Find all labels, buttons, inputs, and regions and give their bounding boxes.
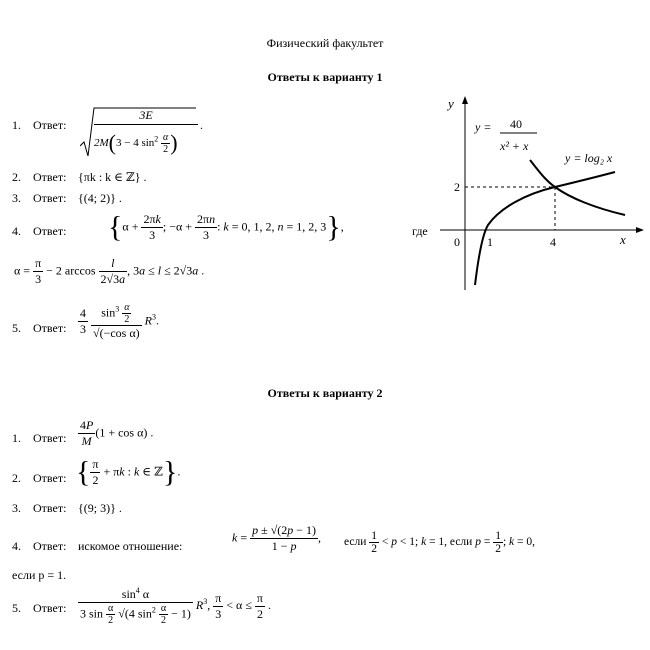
log-curve xyxy=(475,172,615,285)
v2-answer-4-conditions: если $\frac{1}{2}$ < p < 1; k = 1, если p = $\frac{1}{2}$ ; k = 0, xyxy=(344,530,535,555)
v2-answer-1-label: Ответ: xyxy=(33,431,67,445)
log-formula: y = log₂ x xyxy=(565,151,613,165)
v2-answer-5-label: Ответ: xyxy=(33,601,67,615)
answer-3-formula: {(4; 2)} . xyxy=(78,191,122,205)
answer-1-formula: 3E 2M(3 − 4 $\sin^2$ $\frac{\alpha}{2}$ ) . xyxy=(80,106,210,158)
y-axis-label: y xyxy=(448,96,454,111)
function-graph xyxy=(430,90,650,295)
answer-4-where: где xyxy=(412,224,428,238)
answer-1-denominator: 2M(3 − 4 $\sin^2$ $\frac{\alpha}{2}$ ) xyxy=(94,130,178,155)
v2-answer-2-num: 2. xyxy=(12,471,21,485)
variant2-title: Ответы к варианту 2 xyxy=(267,386,383,400)
hyperbola-formula-full: y = 40/(x² + x) xyxy=(430,90,436,91)
v2-answer-2-formula: { $\frac{\pi}{2}$ + πk : k ∈ ℤ}. xyxy=(76,455,181,489)
tick-x1: 1 xyxy=(487,235,493,249)
answer-3-num: 3. xyxy=(12,191,21,205)
faculty-title: Физический факультет xyxy=(266,36,384,50)
answer-2-label: Ответ: xyxy=(33,170,67,184)
y-axis-arrow xyxy=(462,96,468,104)
x-axis-label: x xyxy=(620,232,626,247)
answer-2-num: 2. xyxy=(12,170,21,184)
answer-4-num: 4. xyxy=(12,224,21,238)
v2-answer-3-formula: {(9; 3)} . xyxy=(78,501,122,515)
answer-4-formula: {α + $\frac{2\pi k}{3}$ ; −α + $\frac{2\pi n}{3}$ : k = 0, 1, 2, n = 1, 2, 3}, xyxy=(108,210,344,244)
hyperbola-formula-num: 40 xyxy=(510,117,522,131)
answer-2-formula: {πk : k ∈ ℤ} . xyxy=(78,170,147,184)
answer-4-alpha-def: α = $\frac{\pi}{3}$ − 2 arccos $\frac{l}{2√3a}$ , 3a ≤ l ≤ 2√3a . xyxy=(14,256,205,286)
answer-5-num: 5. xyxy=(12,321,21,335)
variant1-title: Ответы к варианту 1 xyxy=(267,70,383,84)
v2-answer-4-label: Ответ: xyxy=(33,539,67,553)
x-axis-arrow xyxy=(636,227,644,233)
answer-1-numerator: 3E xyxy=(139,108,153,122)
v2-answer-2-label: Ответ: xyxy=(33,471,67,485)
tick-x4: 4 xyxy=(550,235,556,249)
answer-3-label: Ответ: xyxy=(33,191,67,205)
v2-answer-4-num: 4. xyxy=(12,539,21,553)
v2-answer-1-num: 1. xyxy=(12,431,21,445)
v2-answer-5-num: 5. xyxy=(12,601,21,615)
tick-y2: 2 xyxy=(454,180,460,194)
v2-answer-4-cont: если p = 1. xyxy=(12,568,67,582)
v2-answer-3-num: 3. xyxy=(12,501,21,515)
v2-answer-1-formula: $\frac{4P}{M}$ (1 + cos α) . xyxy=(80,418,154,448)
v2-answer-5-formula: $\sin^4 \alpha$ 3 sin $\frac{\alpha}{2}$ √(4 $\sin^2$ $\frac{\alpha}{2}$ − 1) $R^3$, $\frac{\pi}{3}$ < α ≤ $\frac{\pi}{2}$ . xyxy=(80,586,271,626)
answer-1-label: Ответ: xyxy=(33,118,67,132)
answer-5-label: Ответ: xyxy=(33,321,67,335)
hyperbola-formula-den: x² + x xyxy=(500,139,529,153)
hyperbola-formula-lhs: y = xyxy=(475,120,492,134)
answer-1-num: 1. xyxy=(12,118,21,132)
answer-4-label: Ответ: xyxy=(33,224,67,238)
origin-label: 0 xyxy=(454,235,460,249)
v2-answer-4-text: искомое отношение: xyxy=(78,539,183,553)
v2-answer-4-formula: k = $\frac{p \pm √(2p - 1)}{1 - p}$ , xyxy=(232,523,322,553)
answer-5-formula: $\frac{4}{3}$ $\sin^3$ $\frac{\alpha}{2}$ √(−cos α) $R^3$. xyxy=(80,302,159,340)
v2-answer-3-label: Ответ: xyxy=(33,501,67,515)
